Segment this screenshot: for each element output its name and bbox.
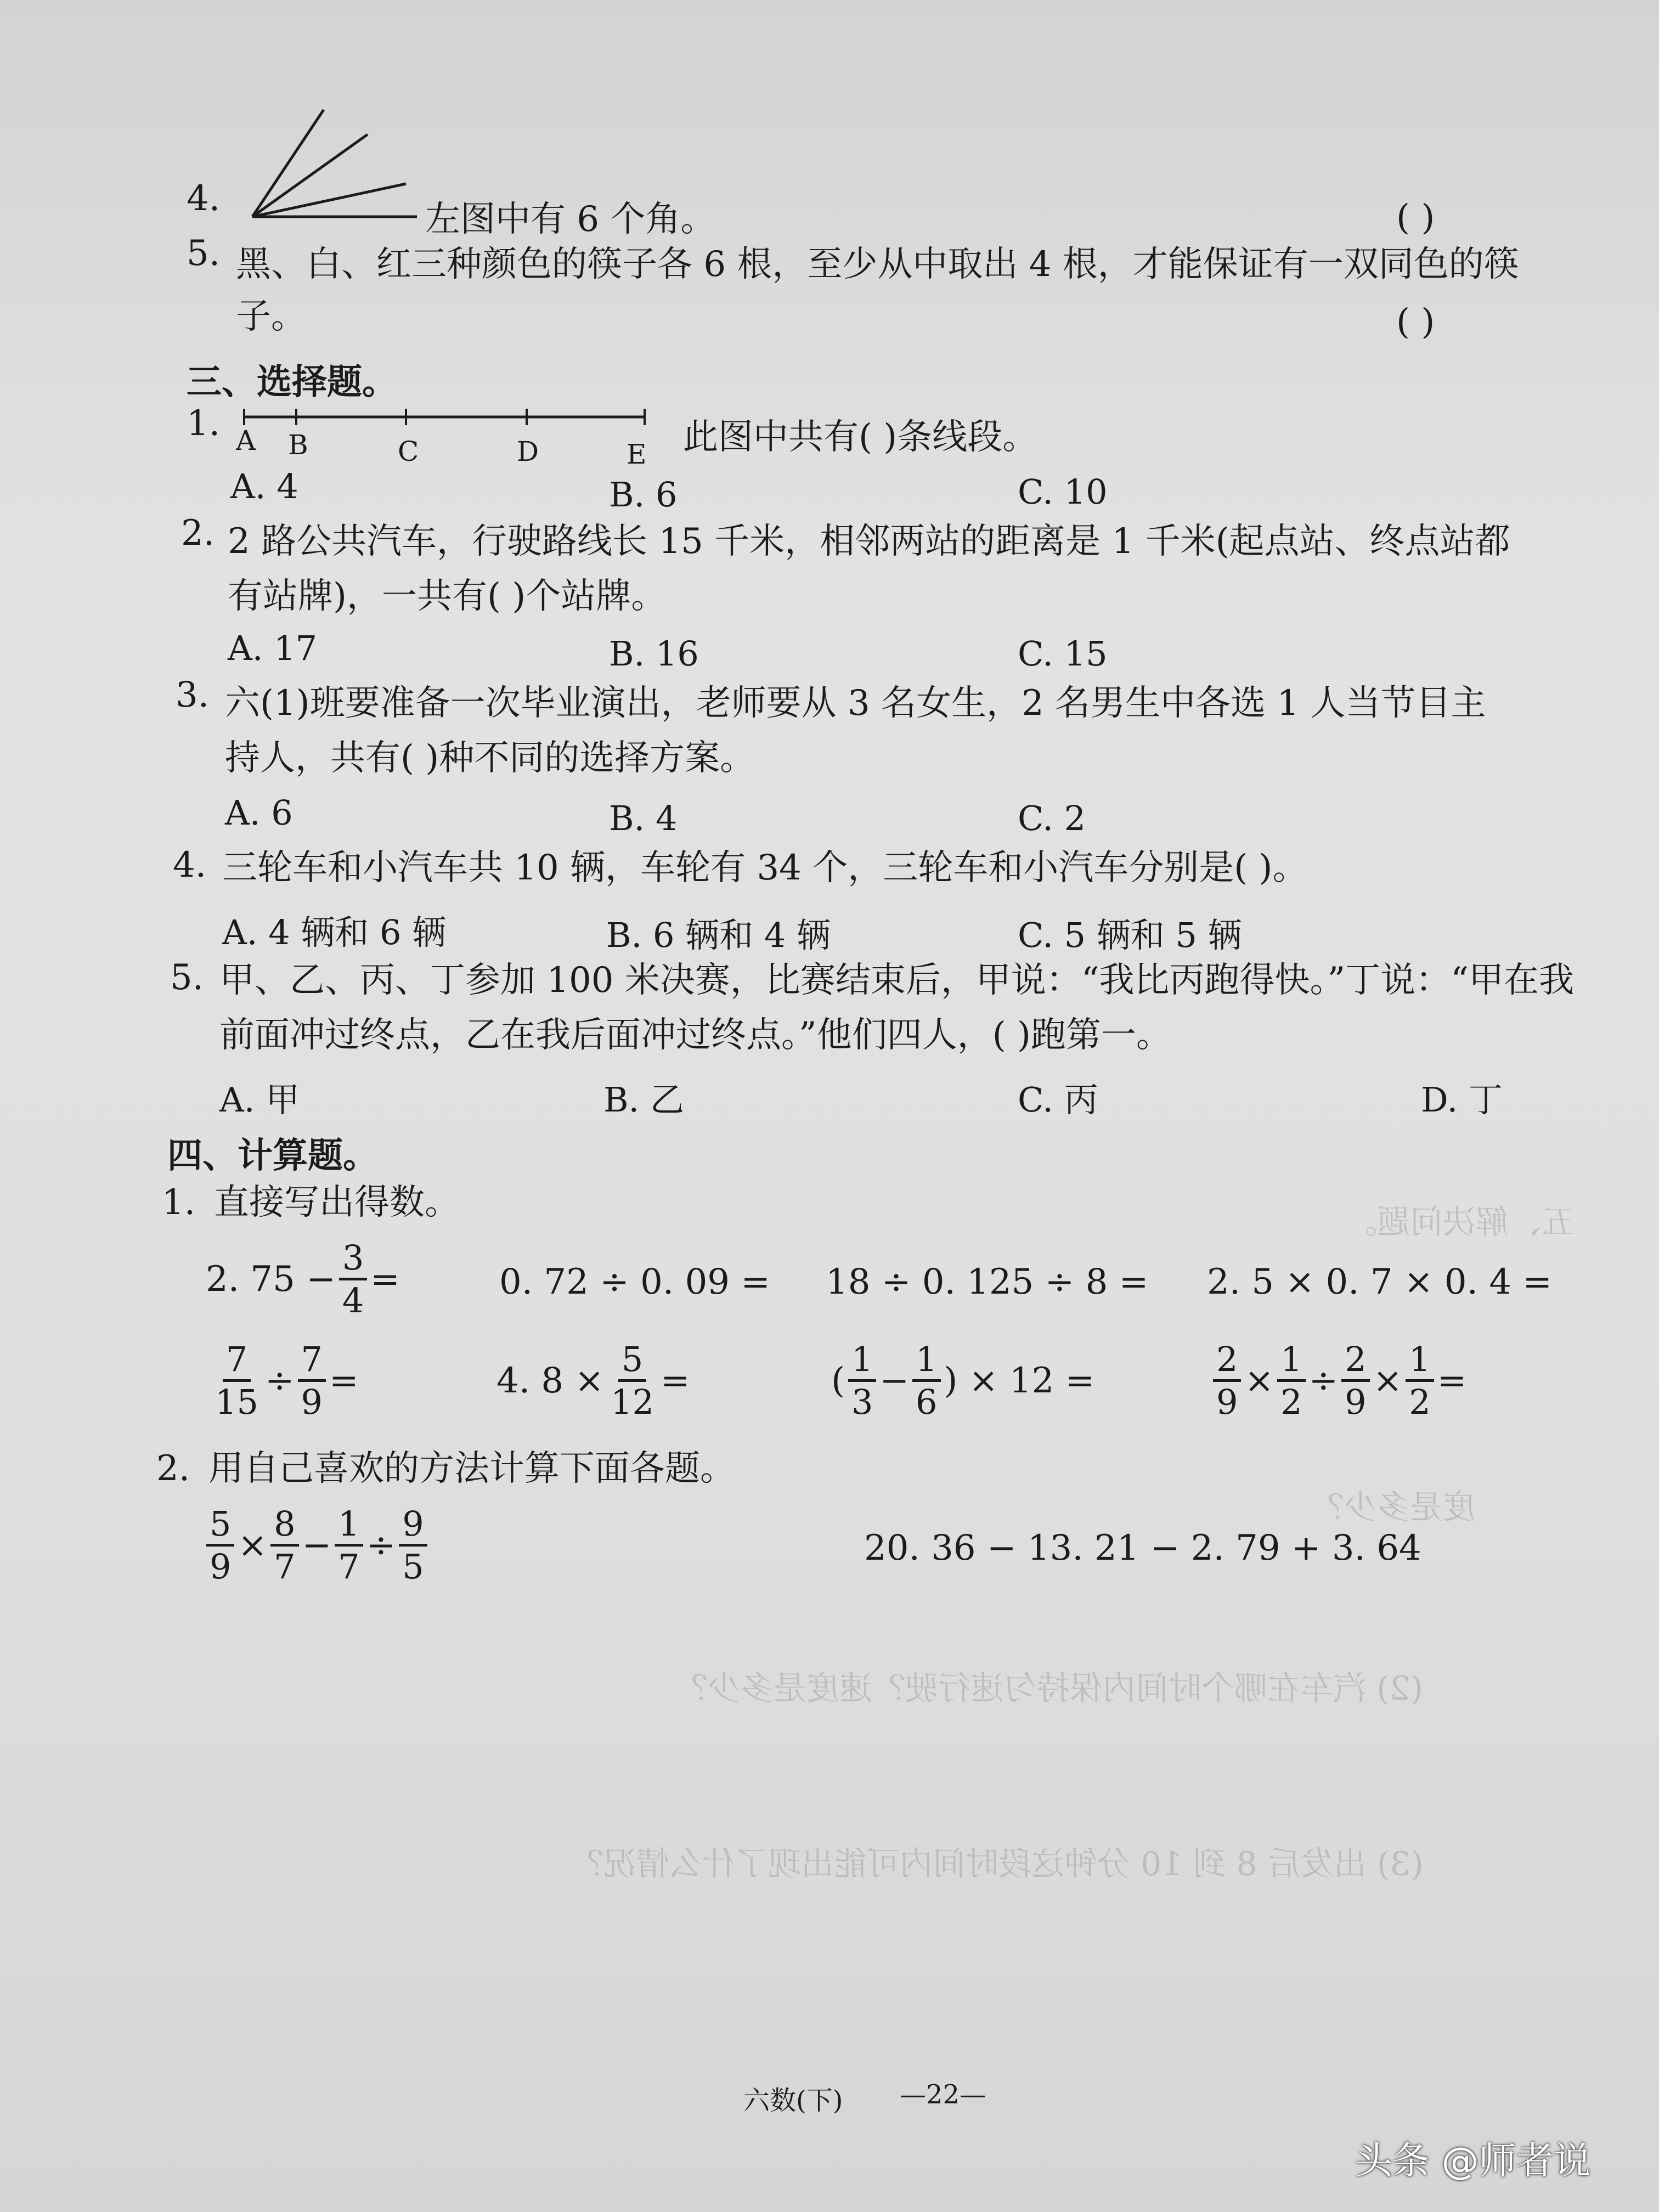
question-text: 直接写出得数。 xyxy=(214,1182,460,1223)
point-label: C xyxy=(398,436,419,466)
fraction: $\frac{5}{12}$ xyxy=(611,1339,654,1423)
fraction: $\frac{8}{7}$ xyxy=(270,1506,298,1584)
fraction: $\frac{1}{2}$ xyxy=(1277,1341,1305,1420)
option-c[interactable]: C. 丙 xyxy=(1018,1080,1098,1120)
option-b[interactable]: B. 6 xyxy=(609,475,678,515)
question-text: 三轮车和小汽车共 10 辆，车轮有 34 个，三轮车和小汽车分别是( )。 xyxy=(222,848,1308,888)
expression-5: $\frac{7}{15}$ ÷ $\frac{7}{9}$ = xyxy=(208,1341,359,1420)
question-number: 3. xyxy=(176,675,210,715)
option-c[interactable]: C. 10 xyxy=(1018,472,1108,512)
bleed-text: 度是多少？ xyxy=(1311,1488,1476,1527)
fraction: $\frac{7}{9}$ xyxy=(298,1341,326,1420)
fraction: $\frac{1}{3}$ xyxy=(848,1341,876,1420)
option-a[interactable]: A. 甲 xyxy=(219,1080,300,1120)
footer-label: 六数(下) xyxy=(743,2085,843,2116)
question-text: 黑、白、红三种颜色的筷子各 6 根，至少从中取出 4 根，才能保证有一双同色的筷 xyxy=(236,244,1519,285)
question-number: 4. xyxy=(173,845,207,885)
expression-6: 4. 8 × $\frac{5}{12}$ = xyxy=(496,1339,690,1423)
fraction: $\frac{7}{15}$ xyxy=(215,1339,258,1423)
point-label: B xyxy=(288,429,308,461)
section-heading: 三、选择题。 xyxy=(187,362,397,403)
question-text: 用自己喜欢的方法计算下面各题。 xyxy=(208,1448,735,1489)
option-b[interactable]: B. 6 辆和 4 辆 xyxy=(606,915,831,955)
question-text: 甲、乙、丙、丁参加 100 米决赛，比赛结束后，甲说：“我比丙跑得快。”丁说：“甲在我 xyxy=(219,960,1574,1001)
page-number: —22— xyxy=(900,2079,986,2110)
question-number: 5. xyxy=(170,957,204,998)
fraction: $\frac{3}{4}$ xyxy=(339,1240,367,1318)
question-text: 子。 xyxy=(236,296,306,337)
question-text: 左图中有 6 个角。 xyxy=(425,199,716,240)
question-text: 有站牌)，一共有( )个站牌。 xyxy=(228,576,667,617)
question-number: 2. xyxy=(156,1448,190,1489)
fraction: $\frac{2}{9}$ xyxy=(1213,1341,1241,1420)
section-heading: 四、计算题。 xyxy=(167,1135,378,1176)
angle-figure xyxy=(241,101,417,233)
option-a[interactable]: A. 6 xyxy=(225,793,293,833)
answer-blank[interactable]: ( ) xyxy=(1396,198,1435,238)
question-number: 5. xyxy=(187,233,221,274)
option-b[interactable]: B. 4 xyxy=(609,798,678,838)
question-number: 1. xyxy=(162,1182,196,1223)
expression-3: 18 ÷ 0. 125 ÷ 8 = xyxy=(826,1262,1149,1302)
expression-9: $\frac{5}{9}$ × $\frac{8}{7}$ − $\frac{1}{7}$ ÷ $\frac{9}{5}$ xyxy=(203,1506,431,1584)
expression-1: 2. 75 − $\frac{3}{4}$ = xyxy=(206,1238,400,1321)
question-text: 前面冲过终点，乙在我后面冲过终点。”他们四人，( )跑第一。 xyxy=(219,1015,1171,1056)
point-label: A xyxy=(236,425,256,456)
question-text: 此图中共有( )条线段。 xyxy=(683,417,1038,458)
segment-figure xyxy=(236,395,653,466)
point-label: D xyxy=(517,436,539,466)
expression-10: 20. 36 − 13. 21 − 2. 79 + 3. 64 xyxy=(864,1528,1421,1568)
bleed-text: 五、解决问题。 xyxy=(1344,1203,1575,1242)
watermark: 头条 @师者说 xyxy=(1355,2140,1591,2183)
fraction: $\frac{1}{7}$ xyxy=(335,1506,363,1584)
bleed-text: (3) 出发后 8 到 10 分钟这段时间内可能出现了什么情况？ xyxy=(571,1845,1424,1883)
answer-blank[interactable]: ( ) xyxy=(1396,302,1435,342)
question-text: 2 路公共汽车，行驶路线长 15 千米，相邻两站的距离是 1 千米(起点站、终点站都 xyxy=(228,521,1510,562)
fraction: $\frac{1}{6}$ xyxy=(912,1341,940,1420)
question-text: 持人，共有( )种不同的选择方案。 xyxy=(225,738,755,778)
question-number: 1. xyxy=(187,403,221,444)
fraction: $\frac{1}{2}$ xyxy=(1406,1341,1434,1420)
expression-2: 0. 72 ÷ 0. 09 = xyxy=(499,1262,770,1302)
option-c[interactable]: C. 5 辆和 5 辆 xyxy=(1018,915,1242,955)
question-number: 2. xyxy=(181,513,215,554)
expression-7: ( $\frac{1}{3}$ − $\frac{1}{6}$ ) × 12 = xyxy=(831,1339,1095,1423)
option-a[interactable]: A. 17 xyxy=(228,628,318,668)
option-b[interactable]: B. 16 xyxy=(609,634,699,674)
option-c[interactable]: C. 2 xyxy=(1018,798,1086,838)
option-c[interactable]: C. 15 xyxy=(1018,634,1108,674)
option-d[interactable]: D. 丁 xyxy=(1421,1080,1503,1120)
fraction: $\frac{2}{9}$ xyxy=(1341,1341,1369,1420)
question-text: 六(1)班要准备一次毕业演出，老师要从 3 名女生，2 名男生中各选 1 人当节目主 xyxy=(225,683,1486,724)
option-a[interactable]: A. 4 辆和 6 辆 xyxy=(222,912,447,952)
bleed-text: (2) 汽车在哪个时间内保持匀速行驶？速度是多少？ xyxy=(675,1669,1424,1708)
question-number: 4. xyxy=(187,178,221,219)
fraction: $\frac{5}{9}$ xyxy=(206,1506,234,1584)
point-label: E xyxy=(627,438,647,466)
option-a[interactable]: A. 4 xyxy=(230,466,298,506)
fraction: $\frac{9}{5}$ xyxy=(399,1506,427,1584)
expression-4: 2. 5 × 0. 7 × 0. 4 = xyxy=(1207,1262,1552,1302)
expression-8: $\frac{2}{9}$ × $\frac{1}{2}$ ÷ $\frac{2}{9}$ × $\frac{1}{2}$ = xyxy=(1210,1341,1466,1420)
option-b[interactable]: B. 乙 xyxy=(603,1080,684,1120)
